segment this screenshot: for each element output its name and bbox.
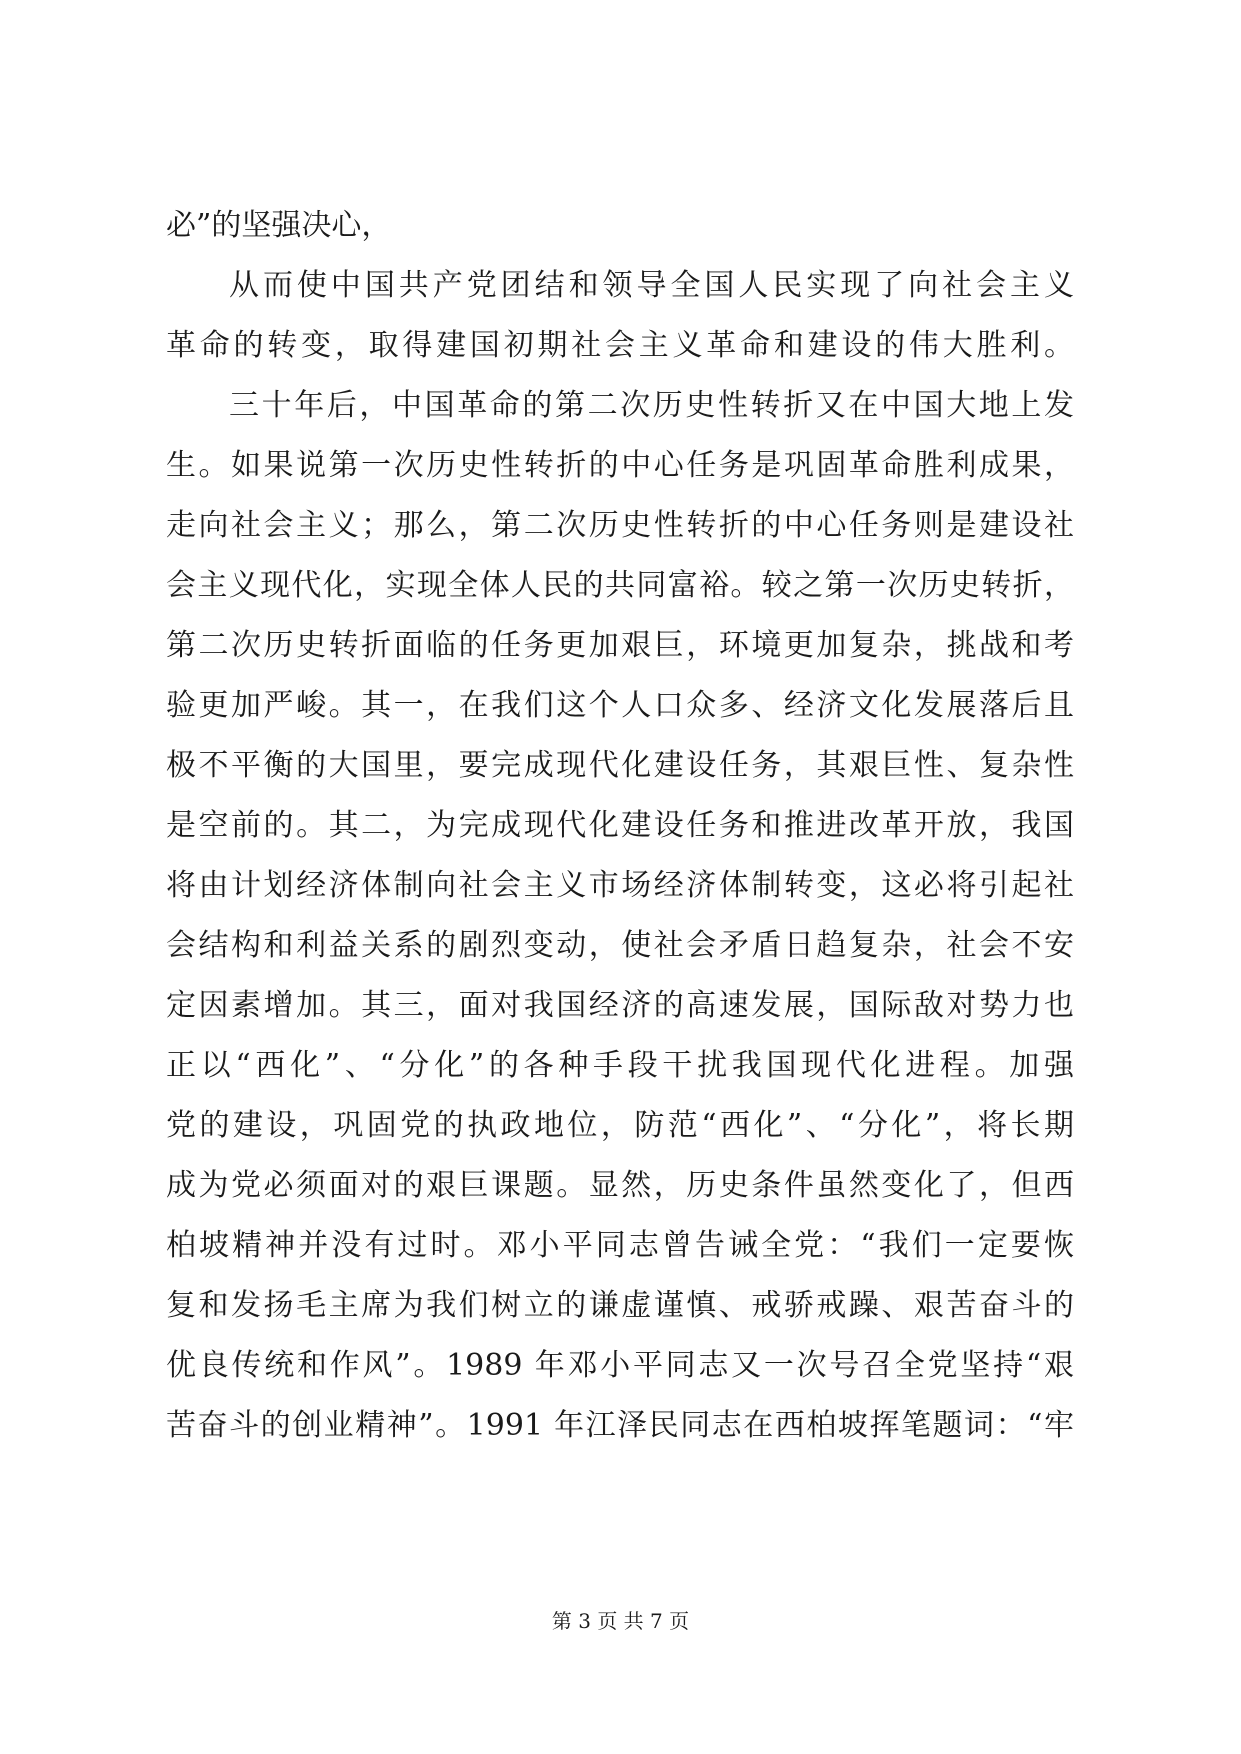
text-line: 是空前的。其二，为完成现代化建设任务和推进改革开放，我国	[166, 808, 1074, 843]
text-line: 正以“西化”、“分化”的各种手段干扰我国现代化进程。加强	[166, 1048, 1074, 1083]
text-line: 优良传统和作风”。1989 年邓小平同志又一次号召全党坚持“艰	[166, 1348, 1074, 1383]
text-line: 会主义现代化，实现全体人民的共同富裕。较之第一次历史转折，	[166, 568, 1074, 603]
text-line: 必”的坚强决心，	[166, 208, 392, 243]
text-line: 极不平衡的大国里，要完成现代化建设任务，其艰巨性、复杂性	[166, 748, 1074, 783]
text-line: 从而使中国共产党团结和领导全国人民实现了向社会主义	[229, 268, 1074, 303]
text-line: 柏坡精神并没有过时。邓小平同志曾告诫全党：“我们一定要恢	[166, 1228, 1074, 1263]
text-line: 生。如果说第一次历史性转折的中心任务是巩固革命胜利成果，	[166, 448, 1074, 483]
text-line: 定因素增加。其三，面对我国经济的高速发展，国际敌对势力也	[166, 988, 1074, 1023]
text-line: 苦奋斗的创业精神”。1991 年江泽民同志在西柏坡挥笔题词：“牢	[166, 1408, 1074, 1443]
text-line: 验更加严峻。其一，在我们这个人口众多、经济文化发展落后且	[166, 688, 1074, 723]
text-line: 会结构和利益关系的剧烈变动，使社会矛盾日趋复杂，社会不安	[166, 928, 1074, 963]
text-line: 复和发扬毛主席为我们树立的谦虚谨慎、戒骄戒躁、艰苦奋斗的	[166, 1288, 1074, 1323]
page-footer: 第 3 页 共 7 页	[551, 1609, 690, 1633]
text-line: 成为党必须面对的艰巨课题。显然，历史条件虽然变化了，但西	[166, 1168, 1074, 1203]
text-line: 三十年后，中国革命的第二次历史性转折又在中国大地上发	[229, 388, 1074, 423]
text-line: 革命的转变，取得建国初期社会主义革命和建设的伟大胜利。	[166, 328, 1074, 363]
text-line: 走向社会主义；那么，第二次历史性转折的中心任务则是建设社	[166, 508, 1074, 543]
text-line: 第二次历史转折面临的任务更加艰巨，环境更加复杂，挑战和考	[166, 628, 1074, 663]
text-line: 党的建设，巩固党的执政地位，防范“西化”、“分化”，将长期	[166, 1108, 1074, 1143]
text-line: 将由计划经济体制向社会主义市场经济体制转变，这必将引起社	[166, 868, 1074, 903]
